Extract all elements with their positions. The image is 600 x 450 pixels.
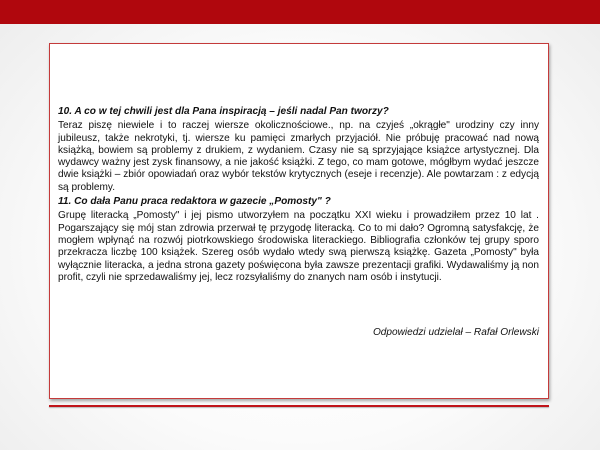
bottom-divider bbox=[49, 405, 549, 407]
answer-11: Grupę literacką „Pomosty" i jej pismo utworzyłem na początku XXI wieku i prowadziłem przez 10 lat . Pogarszający się mój stan zdrowia przerwał tę przygodę literacką. Co to mi dało? Ogromną satysfakcję, że mogłem wpłynąć na rozwój piotrkowskiego środowiska literackiego. Bibliografia członków tej grupy sporo przekracza liczbę 100 książek. Szereg osób wydało wtedy swą pierwszą książkę. Gazeta „Pomosty" była wyłącznie literacka, a jedna strona gazety poświęcona była zawsze prezentacji grafiki. Wydawaliśmy ją non profit, czyli nie sprzedawaliśmy jej, lecz rozsyłaliśmy do znanych nam osób i instytucji. bbox=[58, 210, 539, 283]
question-10: 10. A co w tej chwili jest dla Pana inspiracją – jeśli nadal Pan tworzy? bbox=[58, 106, 389, 117]
content-frame bbox=[49, 43, 549, 399]
top-accent-bar bbox=[0, 0, 600, 24]
interview-text bbox=[58, 106, 539, 286]
question-11: 11. Co dała Panu praca redaktora w gazecie „Pomosty" ? bbox=[58, 196, 331, 208]
signature: Odpowiedzi udzielał – Rafał Orlewski bbox=[372, 327, 539, 338]
answer-10: Teraz piszę niewiele i to raczej wiersze okolicznościowe., np. na czyjeś „okrągłe" urodziny czy inny jubileusz, także nekrotyki, tj. wiersze ku pamięci zmarłych przyjaciół. Nie próbuję pracować nad nową książką, bowiem są problemy z drukiem, z wydaniem. Czasy nie są sprzyjające książce artystycznej. Dla wydawcy ważny jest zysk finansowy, a nie jakość książki. Z tego, co mam gotowe, mógłbym wydać jeszcze dwie książki – zbiór opowiadań oraz wybór tekstów krytycznych (eseje i recenzje). Ale powtarzam : z edycją są problemy. bbox=[58, 120, 539, 193]
